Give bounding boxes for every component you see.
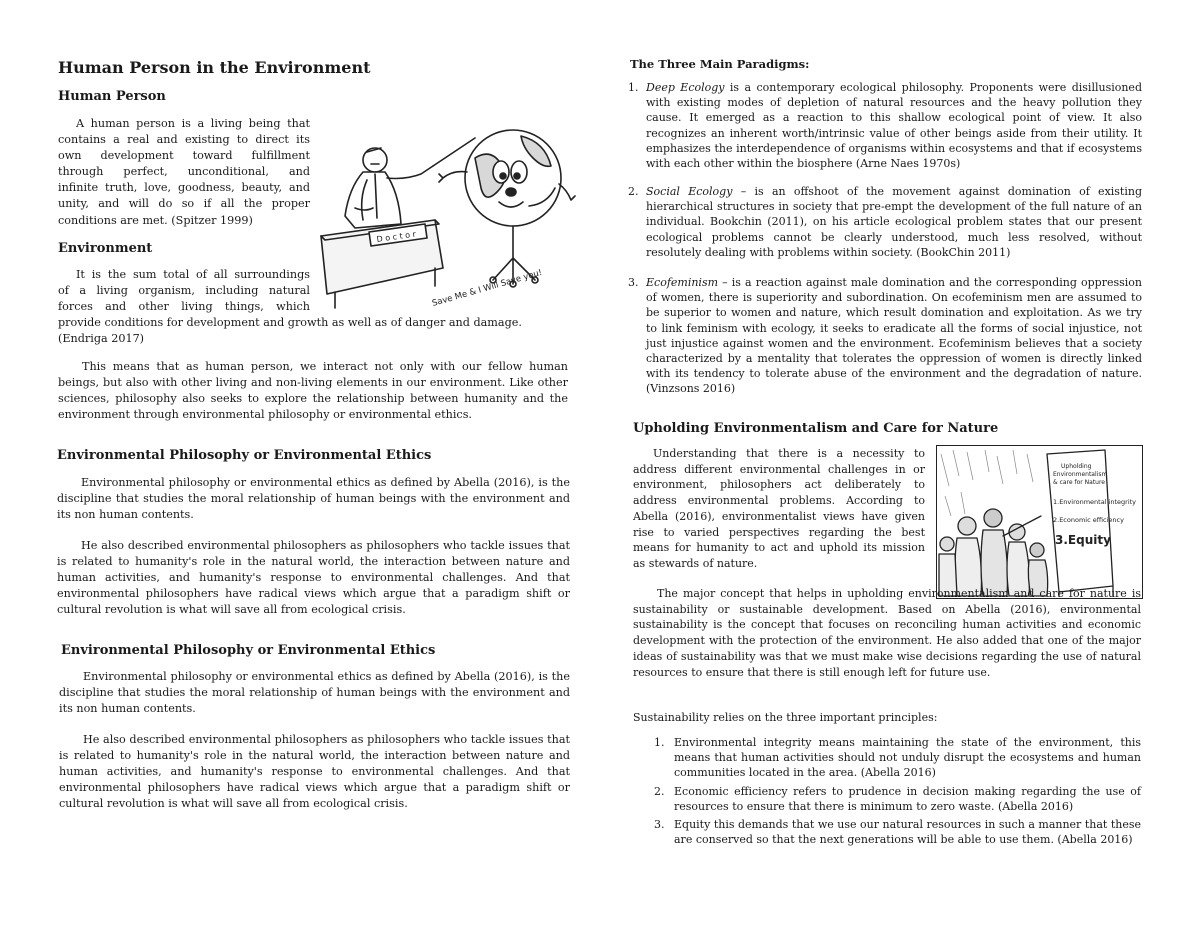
- text-line: of a living organism, including natural: [58, 284, 310, 298]
- item-number: 1.: [628, 81, 639, 94]
- text-line: environment, philosophers act deliberately to: [633, 478, 925, 492]
- environment-paragraph: [58, 267, 310, 315]
- sign-item-1: 1.Environmental integrity: [1053, 498, 1137, 506]
- text-line: rise to varied perspectives regarding the best: [633, 525, 925, 539]
- heading-human-person: Human Person: [58, 89, 166, 104]
- text-line: It is the sum total of all surroundings: [76, 268, 310, 281]
- item-text: – is an offshoot of the movement against domination of existing hierarchical structures in society that pre-empt the development of the full nature of an individual. Bookchin (2011), on his article ecological problem states that our present ecological problems cannot be clearly understood, much less resolved, without resolutely dealing with problems within society. (BookChin 2011): [646, 185, 1142, 259]
- page-title: Human Person in the Environment: [58, 58, 371, 77]
- environment-paragraph-2: This means that as human person, we interact not only with our fellow human beings, but also with other living and non-living elements in our environment. Like other sciences, philosophy also seeks to explore the relationship between humanity and the environment through environmental philosophy or environmental ethics.: [58, 360, 568, 422]
- paradigm-item-2: [628, 184, 1142, 264]
- item-text: Economic efficiency refers to prudence in decision making regarding the use of resources to ensure that there is minimum to zero waste. (Abella 2016): [674, 785, 1141, 814]
- text-line: unity, and will do so if all the proper: [58, 197, 310, 211]
- human-person-paragraph: [58, 116, 310, 229]
- sign-item-3: 3.Equity: [1055, 533, 1111, 547]
- heading-env-philosophy-2: Environmental Philosophy or Environmental Ethics: [61, 643, 436, 658]
- text-line: conditions are met. (Spitzer 1999): [58, 213, 253, 227]
- principle-item-1: [654, 735, 1141, 781]
- sign-title-line: & care for Nature: [1053, 479, 1105, 486]
- sign-title-line: Environmentalism: [1053, 471, 1108, 478]
- env-philosophy-1-para-2: He also described environmental philosophers as philosophers who tackle issues that is related to humanity's role in the natural world, the interaction between nature and human activities, and humanity's response to environmental challenges. And that environmental philosophers have radical views which argue that a paradigm shift or cultural revolution is what will save all from ecological crisis.: [57, 539, 570, 617]
- text-line: forces and other living things, which: [58, 300, 310, 314]
- text-line: through perfect, unconditional, and: [58, 165, 310, 179]
- text-line: A human person is a living being that: [76, 117, 310, 130]
- principle-item-3: [654, 817, 1141, 865]
- item-term: Social Ecology: [646, 185, 733, 198]
- item-text: Equity this demands that we use our natural resources in such a manner that these are conserved so that the next generations will be able to use them. (Abella 2016): [674, 818, 1141, 847]
- desk-label: D o c t o r: [376, 229, 417, 244]
- item-number: 3.: [654, 818, 665, 831]
- text-line: as stewards of nature.: [633, 556, 758, 570]
- cartoon-caption: Save Me & I Will Save you!: [431, 267, 544, 309]
- item-text: Environmental integrity means maintaining the state of the environment, this means that human activities should not unduly disrupt the ecosystems and human communities located in the area. (Abella 2016): [674, 736, 1141, 780]
- principle-item-2: [654, 784, 1141, 816]
- item-number: 3.: [628, 276, 639, 289]
- text-line: Understanding that there is a necessity to: [653, 447, 925, 460]
- paradigm-item-1: [628, 80, 1142, 170]
- text-line: provide conditions for development and growth as well as of danger and damage.: [58, 316, 522, 329]
- env-philosophy-2-para-2: He also described environmental philosophers as philosophers who tackle issues that is related to humanity's role in the natural world, the interaction between nature and human activities, and humanity's response to environmental challenges. And that environmental philosophers have radical views which argue that a paradigm shift or cultural revolution is what will save all from ecological crisis.: [59, 733, 570, 811]
- heading-env-philosophy-1: Environmental Philosophy or Environmental Ethics: [57, 448, 432, 463]
- item-term: Ecofeminism: [646, 276, 719, 289]
- upholding-paragraph-2: The major concept that helps in upholding environmentalism and care for nature is sustainability or sustainable development. Based on Abella (2016), environmental sustainability is the concept that focuses on reconciling human activities and economic development with the protection of the environment. He also added that one of the major ideas of sustainability was that we must make wise decisions regarding the use of natural resources to ensure that there is still enough left for future use.: [633, 587, 1141, 679]
- sustainability-sign-cartoon: [936, 445, 1143, 599]
- text-line: (Endriga 2017): [58, 332, 145, 345]
- text-line: own development toward fulfillment: [58, 149, 310, 163]
- sign-item-2: 2.Economic efficiency: [1053, 516, 1124, 524]
- text-line: contains a real and existing to direct its: [58, 133, 310, 147]
- item-number: 2.: [628, 185, 639, 198]
- item-term: Deep Ecology: [646, 81, 725, 94]
- text-line: address different environmental challenges in or: [633, 462, 925, 476]
- heading-upholding-environmentalism: Upholding Environmentalism and Care for Nature: [633, 421, 999, 436]
- text-line: infinite truth, love, goodness, beauty, and: [58, 181, 310, 195]
- env-philosophy-2-para-1: Environmental philosophy or environmental ethics as defined by Abella (2016), is the discipline that studies the moral relationship of human beings with the environment and its non human contents.: [59, 670, 570, 716]
- upholding-paragraph-1: [633, 446, 925, 572]
- principles-intro: Sustainability relies on the three important principles:: [633, 711, 938, 724]
- item-text: is a contemporary ecological philosophy. Proponents were disillusioned with existing modes of depletion of natural resources and the heavy pollution they cause. It emerged as a reaction to this shallow ecological point of view. It also recognizes an inherent worth/intrinsic value of other beings aside from their utility. It emphasizes the interdependence of organisms within ecosystems and that if ecosystems with each other within the biosphere (Arne Naes 1970s): [646, 81, 1142, 171]
- item-text: – is a reaction against male domination and the corresponding oppression of women, there is superiority and subordination. On ecofeminism men are assumed to be superior to women and nature, which result domination and exploitation. As we try to link feminism with ecology, it seeks to eradicate all the forms of social injustice, not just injustice against women and the environment. Ecofeminism believes that a society characterized by a mentality that tolerates the oppression of women is directly linked with its tendency to tolerate abuse of the environment and the degradation of nature. (Vinzsons 2016): [646, 276, 1142, 396]
- paradigm-item-3: [628, 275, 1142, 400]
- text-line: Abella (2016), environmentalist views have given: [633, 509, 925, 523]
- item-number: 2.: [654, 785, 665, 798]
- text-line: address environmental problems. According to: [633, 494, 925, 508]
- item-number: 1.: [654, 736, 665, 749]
- heading-environment: Environment: [58, 241, 153, 256]
- heading-three-paradigms: The Three Main Paradigms:: [630, 57, 810, 71]
- text-line: means for humanity to act and uphold its mission: [633, 541, 925, 555]
- sign-title-line: Upholding: [1061, 463, 1092, 470]
- doctor-earth-cartoon: [315, 108, 577, 314]
- env-philosophy-1-para-1: Environmental philosophy or environmental ethics as defined by Abella (2016), is the discipline that studies the moral relationship of human beings with the environment and its non human contents.: [57, 476, 570, 522]
